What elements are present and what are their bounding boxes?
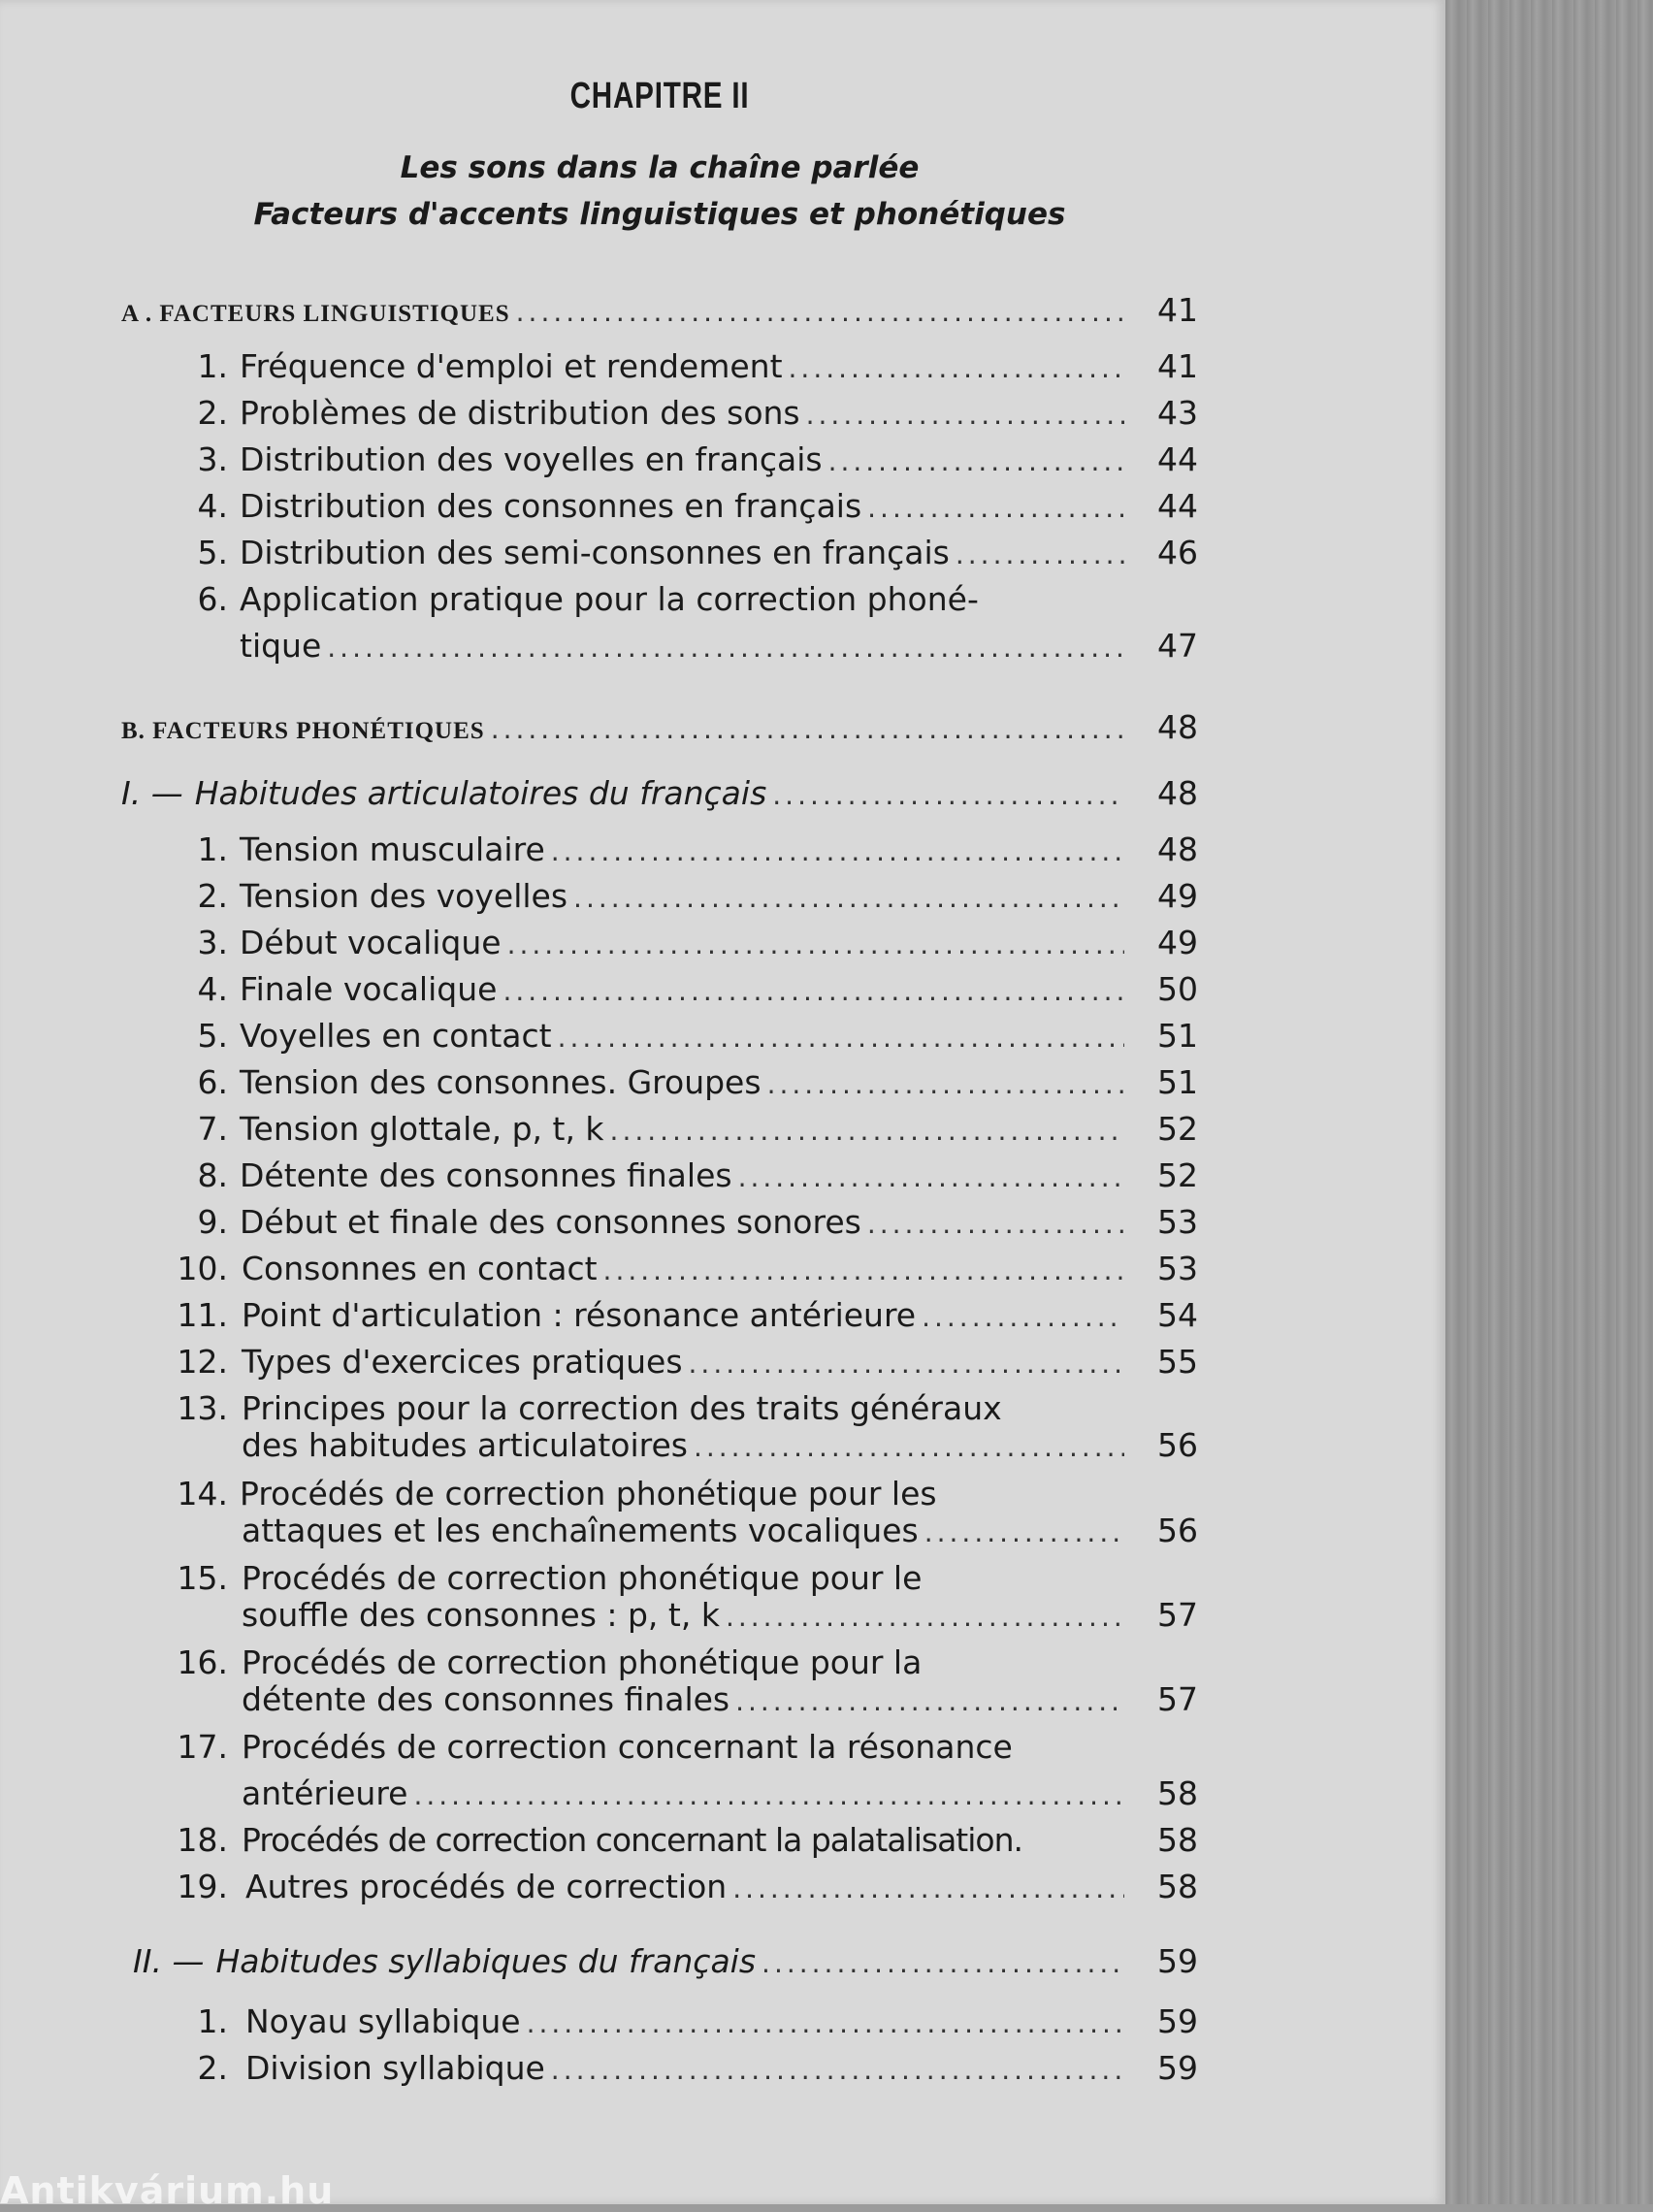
toc-entry: 17. Procédés de correction concernant la résonance: [177, 1728, 1013, 1766]
toc-entry: 4. Finale vocalique ..... 50: [121, 970, 1198, 1015]
toc-entry: 3. Distribution des voyelles en français ..... 44: [121, 440, 1198, 485]
toc-entry: 5. Voyelles en contact ..... 51: [121, 1017, 1198, 1061]
toc-entry: 18. Procédés de correction concernant la palatalisation. 58: [177, 1821, 1198, 1859]
toc-entry: 2. Division syllabique ..... 59: [121, 2049, 1198, 2094]
chapter-title: CHAPITRE II: [569, 76, 750, 116]
toc-entry: 1. Tension musculaire ..... 48: [121, 830, 1198, 875]
toc-entry: 4. Distribution des consonnes en français ..... 44: [121, 487, 1198, 532]
toc-entry-continuation: antérieure ..... 58: [121, 1774, 1198, 1819]
chapter-subtitle-2: Facteurs d'accents linguistiques et phonétiques: [253, 197, 1066, 232]
toc-entry: 7. Tension glottale, p, t, k ..... 52: [121, 1110, 1198, 1155]
toc-entry-continuation: souffle des consonnes : p, t, k ..... 57: [121, 1596, 1198, 1641]
toc-part-1: I. — Habitudes articulatoires du français ..... 48: [121, 774, 1198, 819]
toc-entry: 6. Application pratique pour la correction phoné-: [197, 580, 979, 618]
toc-entry-continuation: attaques et les enchaînements vocaliques ..... 56: [121, 1512, 1198, 1556]
toc-entry: 5. Distribution des semi-consonnes en français ..... 46: [121, 534, 1198, 578]
toc-entry: 3. Début vocalique ..... 49: [121, 924, 1198, 968]
toc-section-b: B. FACTEURS PHONÉTIQUES ..... 48: [121, 708, 1198, 753]
chapter-subtitle-1: Les sons dans la chaîne parlée: [400, 150, 920, 185]
toc-entry: 16. Procédés de correction phonétique pour la: [177, 1643, 923, 1681]
toc-part-2: II. — Habitudes syllabiques du français ..... 59: [121, 1942, 1198, 1987]
toc-section-a: [121, 291, 1198, 336]
toc-entry-continuation: détente des consonnes finales ..... 57: [121, 1680, 1198, 1725]
toc-entry: 19. Autres procédés de correction ..... 58: [121, 1868, 1198, 1912]
toc-entry: 1. Fréquence d'emploi et rendement ..... 41: [121, 347, 1198, 392]
page-fold: [1445, 0, 1653, 2204]
toc-page: 41: [1157, 291, 1198, 329]
toc-entry: 1. Noyau syllabique ..... 59: [121, 2002, 1198, 2047]
toc-entry: 9. Début et finale des consonnes sonores ..... 53: [121, 1203, 1198, 1248]
toc-entry: 15. Procédés de correction phonétique pour le: [177, 1559, 923, 1597]
toc-entry: 13. Principes pour la correction des traits généraux: [177, 1389, 1002, 1427]
toc-entry: 10. Consonnes en contact ..... 53: [121, 1250, 1198, 1294]
watermark: Antikvárium.hu: [0, 2169, 335, 2212]
toc-entry: 2. Tension des voyelles ..... 49: [121, 877, 1198, 922]
toc-entry: 12. Types d'exercices pratiques ..... 55: [121, 1343, 1198, 1387]
toc-entry: 6. Tension des consonnes. Groupes ..... 51: [121, 1063, 1198, 1108]
toc-entry-continuation: tique ..... 47: [121, 627, 1198, 671]
toc-entry-continuation: des habitudes articulatoires ..... 56: [121, 1426, 1198, 1471]
toc-entry: 14. Procédés de correction phonétique pour les: [177, 1475, 937, 1513]
toc-entry: 8. Détente des consonnes finales ..... 52: [121, 1156, 1198, 1201]
toc-entry: 11. Point d'articulation : résonance antérieure ..... 54: [121, 1296, 1198, 1341]
toc-entry: 2. Problèmes de distribution des sons ..... 43: [121, 394, 1198, 439]
toc-label: A . FACTEURS LINGUISTIQUES: [121, 301, 510, 327]
